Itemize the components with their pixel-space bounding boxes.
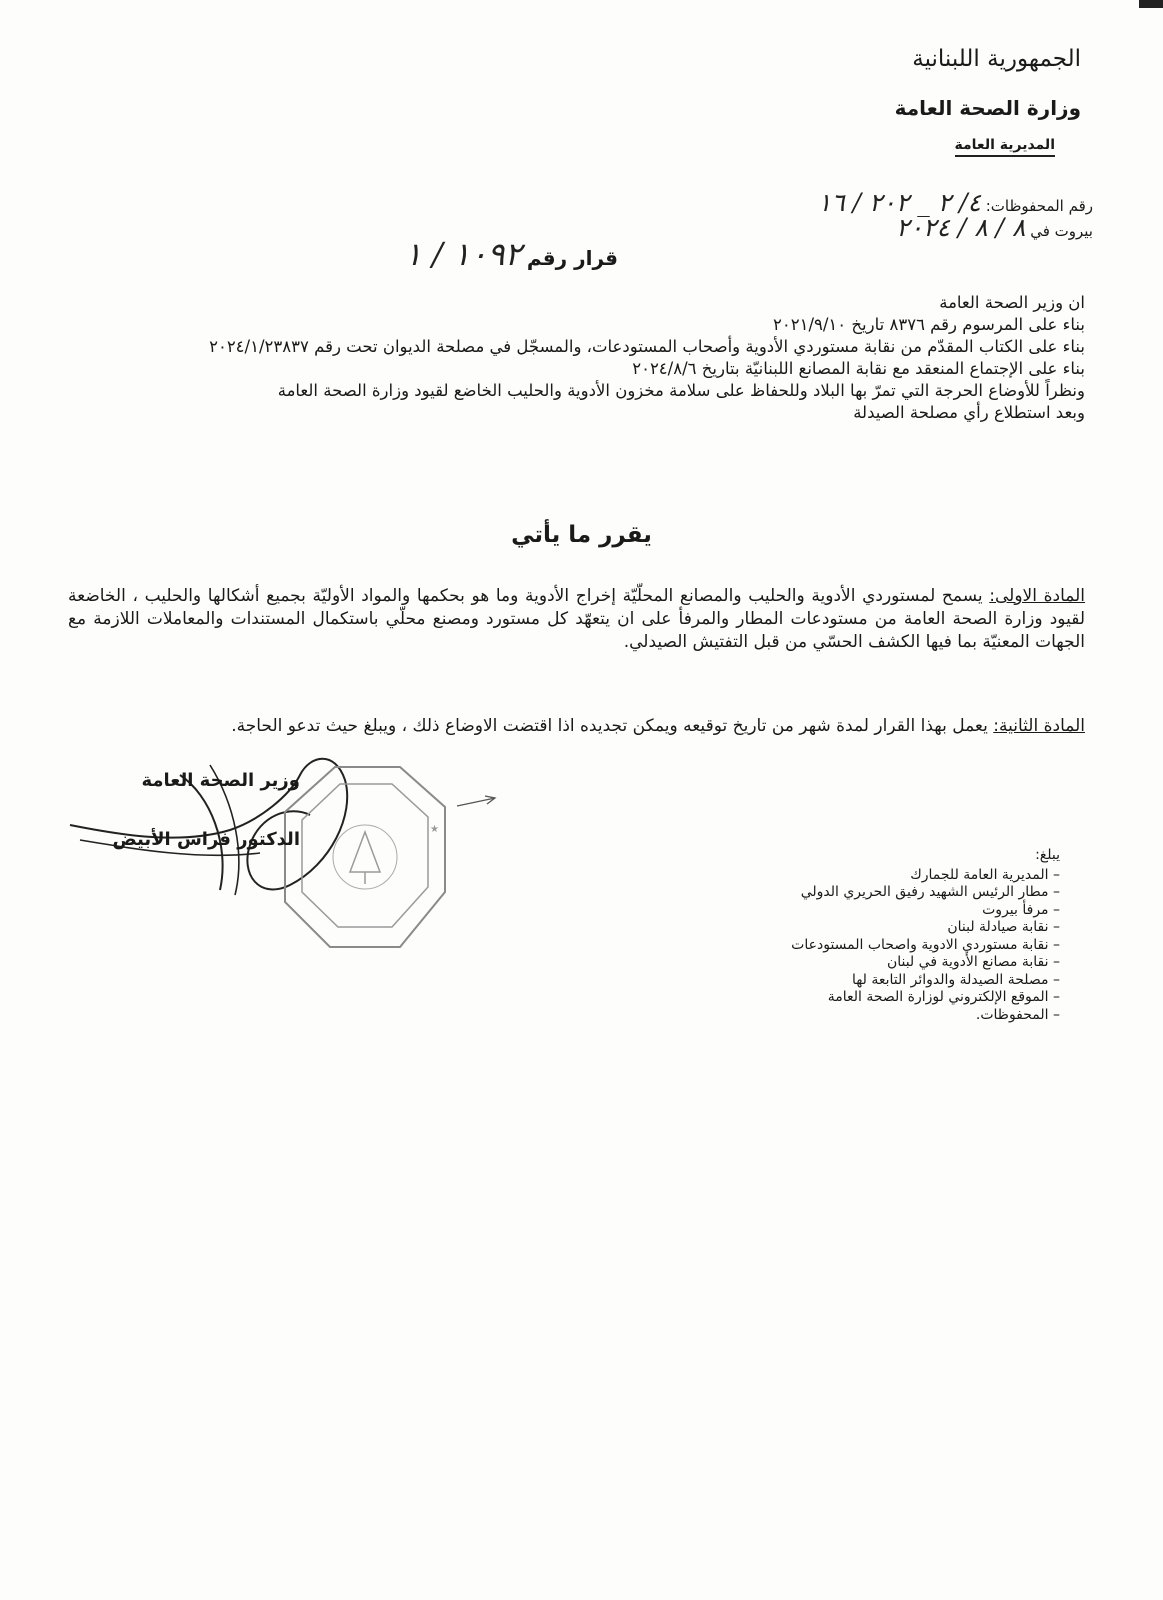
decision-number-row: [405, 235, 618, 273]
decision-number-handwritten: ١٠٩٢ / ١: [404, 235, 522, 273]
list-item: – المحفوظات.: [791, 1007, 1060, 1025]
preamble-line: بناء على الكتاب المقدّم من نقابة مستوردي الأدوية وأصحاب المستودعات، والمسجّل في مصلحة الديوان تحت رقم ٢٠٢٤/١/٢٣٨٣٧: [209, 337, 1085, 356]
list-item: – المديرية العامة للجمارك: [791, 867, 1060, 885]
decision-label: قرار رقم: [526, 246, 618, 270]
distribution-list: [791, 847, 1060, 1024]
archive-value-handwritten: ٤/ ٢ _ ٢٠٢ / ١٦: [817, 188, 981, 217]
scan-edge-mark: [1139, 0, 1163, 8]
preamble-line: بناء على الإجتماع المنعقد مع نقابة المصانع اللبنانيّة بتاريخ ٢٠٢٤/٨/٦: [632, 359, 1085, 378]
header-ministry: وزارة الصحة العامة: [894, 96, 1081, 120]
date-label: بيروت في: [1030, 222, 1093, 240]
stray-pen-mark: [455, 792, 500, 812]
article-first-text: يسمح لمستوردي الأدوية والحليب والمصانع المحلّيّة إخراج الأدوية وما هو بحكمها والمواد الأوليّة بجميع أشكالها والحليب ، الخاضعة لقيود وزارة الصحة العامة من مستودعات المطار والمرفأ على ان يتعهّد كل مستورد ومصنع محلّي باستكمال المستندات والمعاملات اللازمة مع الجهات المعنيّة بما فيها الكشف الحسّي من قبل التفتيش الصيدلي.: [68, 586, 1085, 652]
decides-heading: يقرر ما يأتي: [511, 522, 652, 548]
list-item: – مصلحة الصيدلة والدوائر التابعة لها: [791, 972, 1060, 990]
article-second-label: المادة الثانية:: [993, 716, 1085, 736]
header-directorate: المديرية العامة: [955, 137, 1056, 157]
official-stamp: [280, 762, 450, 952]
distribution-title: يبلغ:: [1035, 847, 1060, 863]
date-row: [896, 213, 1093, 242]
list-item: – الموقع الإلكتروني لوزارة الصحة العامة: [791, 989, 1060, 1007]
list-item: – نقابة مستوردي الادوية واصحاب المستودعات: [791, 937, 1060, 955]
signature-name: الدكتور فراس الأبيض: [112, 829, 300, 850]
article-first-label: المادة الاولى:: [989, 586, 1086, 606]
list-item: – مرفأ بيروت: [791, 902, 1060, 920]
preamble-line: بناء على المرسوم رقم ٨٣٧٦ تاريخ ٢٠٢١/٩/١٠: [773, 315, 1085, 334]
article-first: [68, 585, 1085, 654]
header-country: الجمهورية اللبنانية: [912, 46, 1081, 72]
svg-text:★: ★: [430, 824, 439, 835]
list-item: – مطار الرئيس الشهيد رفيق الحريري الدولي: [791, 884, 1060, 902]
archive-label: رقم المحفوظات:: [985, 197, 1093, 215]
date-value-handwritten: ٨ / ٨ / ٢٠٢٤: [896, 213, 1026, 242]
signature-block: [70, 770, 300, 850]
preamble-line: ونظراً للأوضاع الحرجة التي تمرّ بها البلاد وللحفاظ على سلامة مخزون الأدوية والحليب الخاضع لقيود وزارة الصحة العامة: [277, 381, 1085, 400]
preamble: [75, 292, 1085, 424]
preamble-line: ان وزير الصحة العامة: [939, 293, 1085, 312]
list-item: – نقابة صيادلة لبنان: [791, 919, 1060, 937]
article-second-text: يعمل بهذا القرار لمدة شهر من تاريخ توقيعه ويمكن تجديده اذا اقتضت الاوضاع ذلك ، ويبلغ حيث تدعو الحاجة.: [231, 716, 988, 736]
list-item: – نقابة مصانع الأدوية في لبنان: [791, 954, 1060, 972]
signature-title: وزير الصحة العامة: [141, 770, 300, 791]
preamble-line: وبعد استطلاع رأي مصلحة الصيدلة: [853, 403, 1085, 422]
